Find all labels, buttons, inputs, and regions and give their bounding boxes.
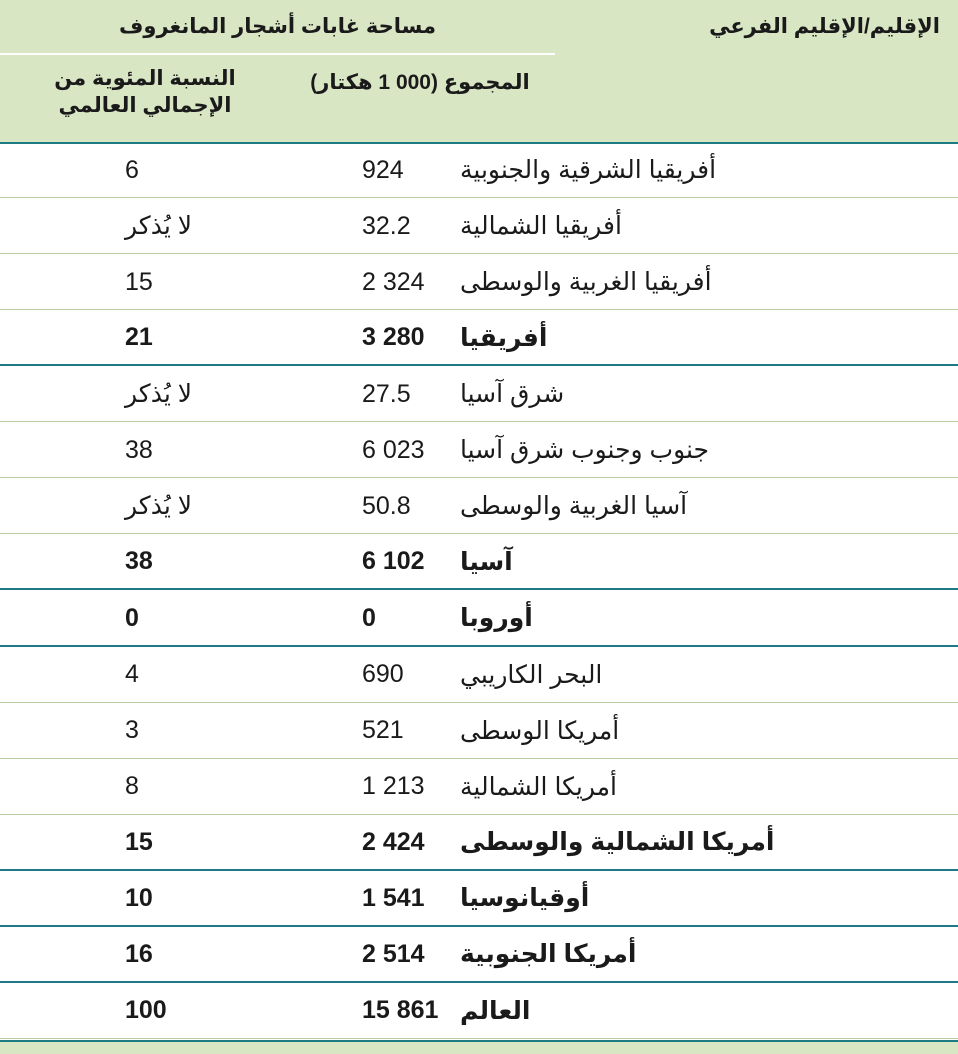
table-row: [0, 760, 958, 815]
region-cell: أمريكا الجنوبية: [460, 940, 637, 969]
share-cell: 38: [125, 435, 153, 464]
total-cell: 690: [362, 660, 404, 688]
region-cell: أمريكا الشمالية: [460, 772, 617, 801]
share-cell: 100: [125, 996, 167, 1025]
table-row: [0, 423, 958, 478]
total-cell: 1 541: [362, 883, 425, 912]
total-cell: 1 213: [362, 772, 425, 801]
total-cell: 3 280: [362, 323, 425, 352]
total-cell: 6 102: [362, 547, 425, 576]
region-cell: آسيا الغربية والوسطى: [460, 492, 688, 521]
table-row: [0, 367, 958, 422]
region-cell: آسيا: [460, 547, 513, 576]
share-cell: لا يُذكر: [125, 492, 192, 521]
share-cell: 16: [125, 939, 153, 968]
share-cell: 15: [125, 827, 153, 856]
share-cell: لا يُذكر: [125, 212, 192, 241]
region-cell: أفريقيا الشمالية: [460, 212, 622, 241]
share-cell: 15: [125, 267, 153, 296]
region-column-header: الإقليم/الإقليم الفرعي: [709, 15, 940, 38]
region-cell: البحر الكاريبي: [460, 660, 603, 689]
table-footer-band: [0, 1040, 958, 1054]
table-row: [0, 872, 958, 927]
share-cell: 6: [125, 155, 139, 184]
total-cell: 6 023: [362, 435, 425, 464]
total-cell: 2 514: [362, 939, 425, 968]
total-column-header: المجموع (000 1 هكتار): [310, 71, 530, 94]
share-cell: لا يُذكر: [125, 380, 192, 409]
table-row: [0, 311, 958, 366]
share-cell: 8: [125, 772, 139, 801]
table-row: [0, 984, 958, 1039]
total-cell: 32.2: [362, 211, 411, 240]
region-cell: العالم: [460, 996, 531, 1025]
total-cell: 0: [362, 603, 376, 632]
region-cell: أفريقيا: [460, 323, 548, 352]
region-cell: أوقيانوسيا: [460, 884, 590, 913]
table-row: [0, 479, 958, 534]
share-cell: 0: [125, 603, 139, 632]
share-cell: 38: [125, 547, 153, 576]
total-cell: 2 424: [362, 827, 425, 856]
table-row: [0, 199, 958, 254]
total-cell: 521: [362, 716, 404, 745]
table-row: [0, 255, 958, 310]
region-cell: أفريقيا الشرقية والجنوبية: [460, 156, 717, 184]
header-divider: [0, 53, 555, 55]
table-row: [0, 592, 958, 647]
region-cell: شرق آسيا: [460, 380, 565, 409]
total-cell: 924: [362, 155, 404, 184]
table-header: [0, 0, 958, 144]
table-row: [0, 704, 958, 759]
share-cell: 3: [125, 716, 139, 745]
region-cell: أمريكا الوسطى: [460, 716, 620, 745]
total-cell: 2 324: [362, 267, 425, 296]
table-row: [0, 648, 958, 703]
table-row: [0, 143, 958, 198]
total-cell: 50.8: [362, 491, 411, 520]
total-cell: 27.5: [362, 379, 411, 408]
mangrove-area-group-header: مساحة غابات أشجار المانغروف: [119, 15, 436, 38]
region-cell: جنوب وجنوب شرق آسيا: [460, 436, 709, 465]
region-cell: أمريكا الشمالية والوسطى: [460, 828, 775, 857]
table-row: [0, 535, 958, 590]
table-row: [0, 928, 958, 983]
share-column-header: النسبة المئوية من الإجمالي العالمي: [54, 67, 236, 117]
share-cell: 10: [125, 883, 153, 912]
share-cell: 21: [125, 323, 153, 352]
region-cell: أوروبا: [460, 604, 533, 632]
region-cell: أفريقيا الغربية والوسطى: [460, 268, 712, 297]
share-cell: 4: [125, 660, 139, 688]
table-row: [0, 816, 958, 871]
total-cell: 15 861: [362, 996, 439, 1025]
